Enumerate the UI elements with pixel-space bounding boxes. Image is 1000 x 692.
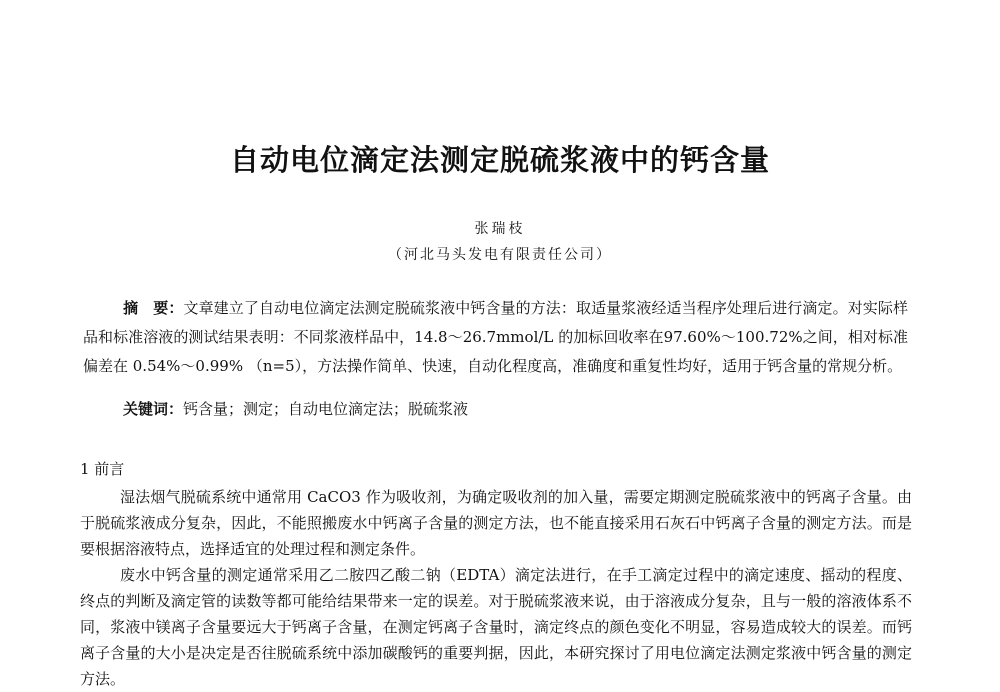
author-name: 张瑞枝	[474, 221, 526, 237]
abstract-text: 文章建立了自动电位滴定法测定脱硫浆液中钙含量的方法：取适量浆液经适当程序处理后进行滴定。对实际样品和标准溶液的测试结果表明：不同浆液样品中，14.8～26.7mmol/L 的加标回收率在97.60%～100.72%之间，相对标准偏差在 0.54%～0.99% （n=5），方法操作简单、快速，自动化程度高，准确度和重复性均好，适用于钙含量的常规分析。	[83, 299, 908, 375]
author-affiliation: （河北马头发电有限责任公司）	[388, 247, 612, 263]
section-heading: 1 前言	[80, 460, 125, 478]
keywords-text: 钙含量；测定；自动电位滴定法；脱硫浆液	[183, 400, 469, 418]
abstract-label: 摘 要：	[123, 299, 184, 317]
abstract-block	[83, 294, 908, 381]
keywords-block	[83, 398, 908, 419]
paper-title: 自动电位滴定法测定脱硫浆液中的钙含量	[229, 143, 770, 177]
keywords-label: 关键词：	[123, 400, 184, 418]
body-paragraph-1: 湿法烟气脱硫系统中通常用 CaCO3 作为吸收剂，为确定吸收剂的加入量，需要定期测定脱硫浆液中的钙离子含量。由于脱硫浆液成分复杂，因此，不能照搬废水中钙离子含量的测定方法，也不能直接采用石灰石中钙离子含量的测定方法。而是要根据溶液特点，选择适宜的处理过程和测定条件。	[80, 488, 912, 558]
section-body	[80, 484, 912, 692]
body-paragraph-2: 废水中钙含量的测定通常采用乙二胺四乙酸二钠（EDTA）滴定法进行，在手工滴定过程中的滴定速度、摇动的程度、终点的判断及滴定管的读数等都可能给结果带来一定的误差。对于脱硫浆液来说，由于溶液成分复杂，且与一般的溶液体系不同，浆液中镁离子含量要远大于钙离子含量，在测定钙离子含量时，滴定终点的颜色变化不明显，容易造成较大的误差。而钙离子含量的大小是决定是否往脱硫系统中添加碳酸钙的重要判据，因此，本研究探讨了用电位滴定法测定浆液中钙含量的测定方法。	[80, 566, 912, 688]
